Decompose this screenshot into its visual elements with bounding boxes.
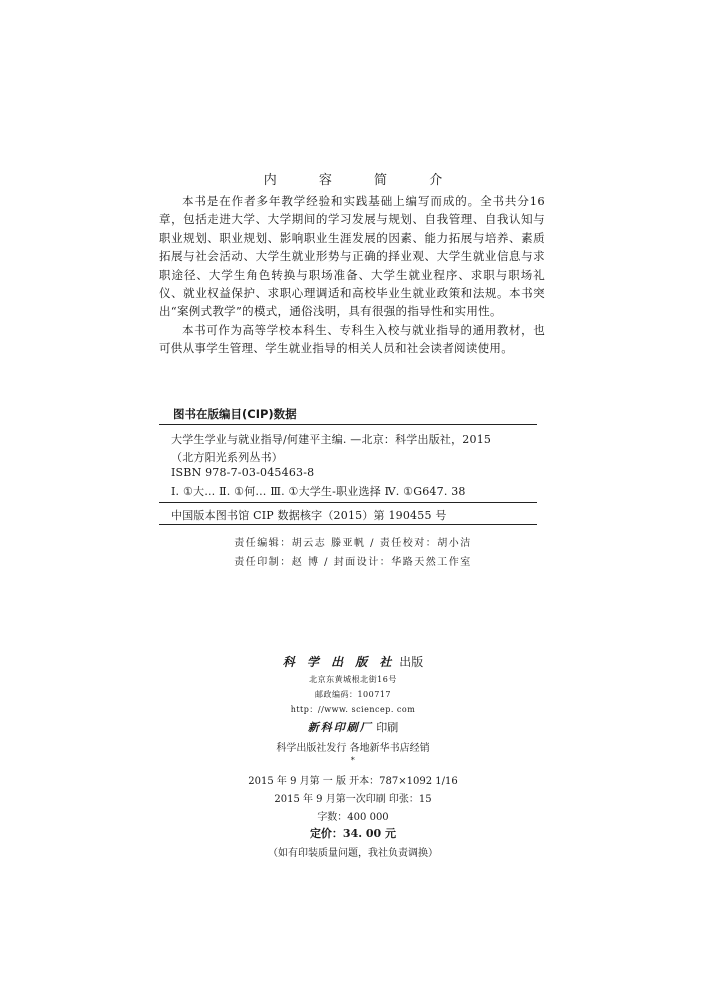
printing-line: 2015 年 9 月第一次印刷 印张：15 (274, 794, 432, 805)
cip-heading: 图书在版编目(CIP)数据 (173, 407, 297, 421)
publisher-address: 北京东黄城根北街16号 (309, 675, 397, 684)
summary-body (159, 192, 545, 358)
publisher-suffix: 出版 (399, 655, 424, 669)
cip-line: （北方阳光系列丛书） (171, 451, 283, 464)
printer-name: 新科印刷厂 (307, 721, 373, 734)
publisher-line (0, 653, 706, 670)
cip-middle-rule (159, 502, 537, 503)
publisher-website: http：//www. sciencep. com (290, 705, 416, 714)
printer-suffix: 印刷 (376, 721, 399, 734)
publisher-name: 科 学 出 版 社 (282, 655, 396, 669)
word-count: 字数：400 000 (317, 812, 389, 823)
summary-title: 内 容 简 介 (263, 173, 462, 188)
distribution-line: 科学出版社发行 各地新华书店经销 (276, 743, 430, 754)
summary-paragraph: 本书可作为高等学校本科生、专科生入校与就业指导的通用教材，也可供从事学生管理、学生就业指导的相关人员和社会读者阅读使用。 (159, 322, 545, 356)
cip-record-number: 中国版本图书馆 CIP 数据核字（2015）第 190455 号 (171, 509, 447, 522)
price: 定价：34. 00 元 (309, 827, 397, 840)
summary-paragraph: 本书是在作者多年教学经验和实践基础上编写而成的。全书共分16章，包括走进大学、大学期间的学习发展与规划、自我管理、自我认知与职业规划、职业规划、影响职业生涯发展的因素、能力拓展与培养、素质拓展与社会活动、大学生就业形势与正确的择业观、大学生就业信息与求职途径、大学生角色转换与职场准备、大学生就业程序、求职与职场礼仪、就业权益保护、求职心理调适和高校毕业生就业政策和法规。本书突出“案例式教学”的模式，通俗浅明，具有很强的指导性和实用性。 (159, 194, 545, 319)
section-marker: * (350, 756, 356, 765)
publisher-postcode: 邮政编码：100717 (314, 690, 392, 699)
cip-top-rule (159, 424, 537, 425)
cip-bottom-rule (159, 524, 537, 525)
cip-line: 大学生学业与就业指导/何建平主编. —北京：科学出版社，2015 (171, 433, 492, 446)
edition-line: 2015 年 9 月第 一 版 开本：787×1092 1/16 (248, 776, 458, 787)
printer-line (0, 719, 706, 735)
cip-isbn: ISBN 978-7-03-045463-8 (171, 466, 315, 479)
production-credits: 责任印制：赵 博 / 封面设计：华路天然工作室 (234, 557, 472, 568)
editor-credits: 责任编辑：胡云志 滕亚帆 / 责任校对：胡小洁 (234, 538, 472, 549)
quality-notice: （如有印装质量问题，我社负责调换） (268, 848, 438, 859)
cip-classification: Ⅰ. ①大… Ⅱ. ①何… Ⅲ. ①大学生-职业选择 Ⅳ. ①G647. 38 (171, 485, 466, 498)
